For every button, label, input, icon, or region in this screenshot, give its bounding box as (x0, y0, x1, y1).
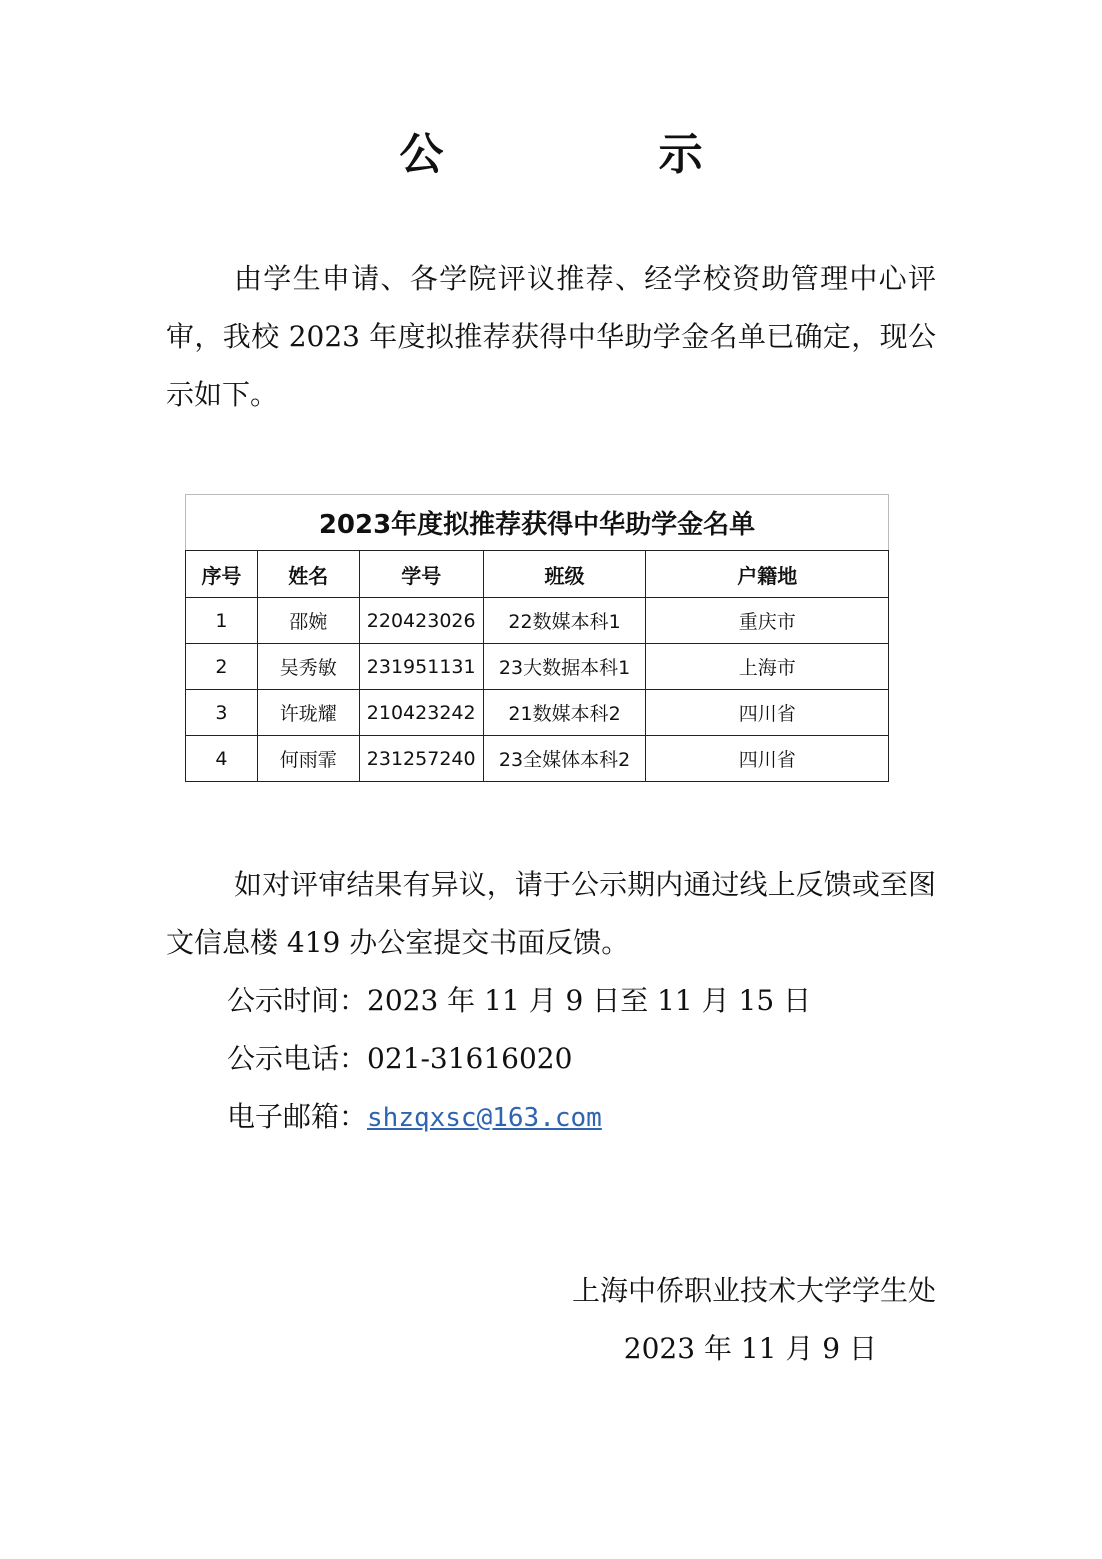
header-hometown: 户籍地 (646, 551, 889, 598)
cell-class: 23大数据本科1 (483, 644, 646, 690)
cell-hometown: 重庆市 (646, 598, 889, 644)
cell-index: 2 (186, 644, 258, 690)
objection-paragraph: 如对评审结果有异议，请于公示期内通过线上反馈或至图文信息楼 419 办公室提交书面反馈。 (166, 868, 936, 959)
cell-hometown: 四川省 (646, 736, 889, 782)
cell-student-id: 220423026 (359, 598, 483, 644)
cell-student-id: 231257240 (359, 736, 483, 782)
table-caption: 2023年度拟推荐获得中华助学金名单 (186, 495, 889, 551)
cell-index: 1 (186, 598, 258, 644)
period-label: 公示时间： (227, 984, 368, 1017)
cell-student-id: 231951131 (359, 644, 483, 690)
phone-line (227, 1030, 572, 1088)
cell-index: 3 (186, 690, 258, 736)
signature-date: 2023 年 11 月 9 日 (623, 1332, 877, 1365)
cell-class: 21数媒本科2 (483, 690, 646, 736)
header-class: 班级 (483, 551, 646, 598)
period-value: 2023 年 11 月 9 日至 11 月 15 日 (367, 984, 812, 1017)
period-line (227, 972, 811, 1030)
phone-value: 021-31616020 (367, 1042, 573, 1075)
email-label: 电子邮箱： (227, 1100, 368, 1133)
intro-paragraph: 由学生申请、各学院评议推荐、经学校资助管理中心评审，我校 2023 年度拟推荐获得中华助学金名单已确定，现公示如下。 (166, 262, 936, 411)
email-line (227, 1088, 602, 1147)
cell-name: 许珑耀 (257, 690, 359, 736)
header-index: 序号 (186, 551, 258, 598)
table-row (186, 598, 889, 644)
table-row (186, 690, 889, 736)
cell-class: 22数媒本科1 (483, 598, 646, 644)
cell-student-id: 210423242 (359, 690, 483, 736)
cell-index: 4 (186, 736, 258, 782)
cell-hometown: 四川省 (646, 690, 889, 736)
signature: 上海中侨职业技术大学学生处 (571, 1274, 936, 1307)
table-row (186, 644, 889, 690)
cell-hometown: 上海市 (646, 644, 889, 690)
email-link[interactable]: shzqxsc@163.com (367, 1103, 602, 1133)
notice-title: 公 示 (399, 129, 803, 180)
table-header-row (186, 551, 889, 598)
header-name: 姓名 (257, 551, 359, 598)
table-row (186, 736, 889, 782)
cell-name: 邵婉 (257, 598, 359, 644)
phone-label: 公示电话： (227, 1042, 368, 1075)
cell-name: 吴秀敏 (257, 644, 359, 690)
header-student-id: 学号 (359, 551, 483, 598)
scholarship-table (185, 494, 889, 782)
cell-name: 何雨霏 (257, 736, 359, 782)
cell-class: 23全媒体本科2 (483, 736, 646, 782)
